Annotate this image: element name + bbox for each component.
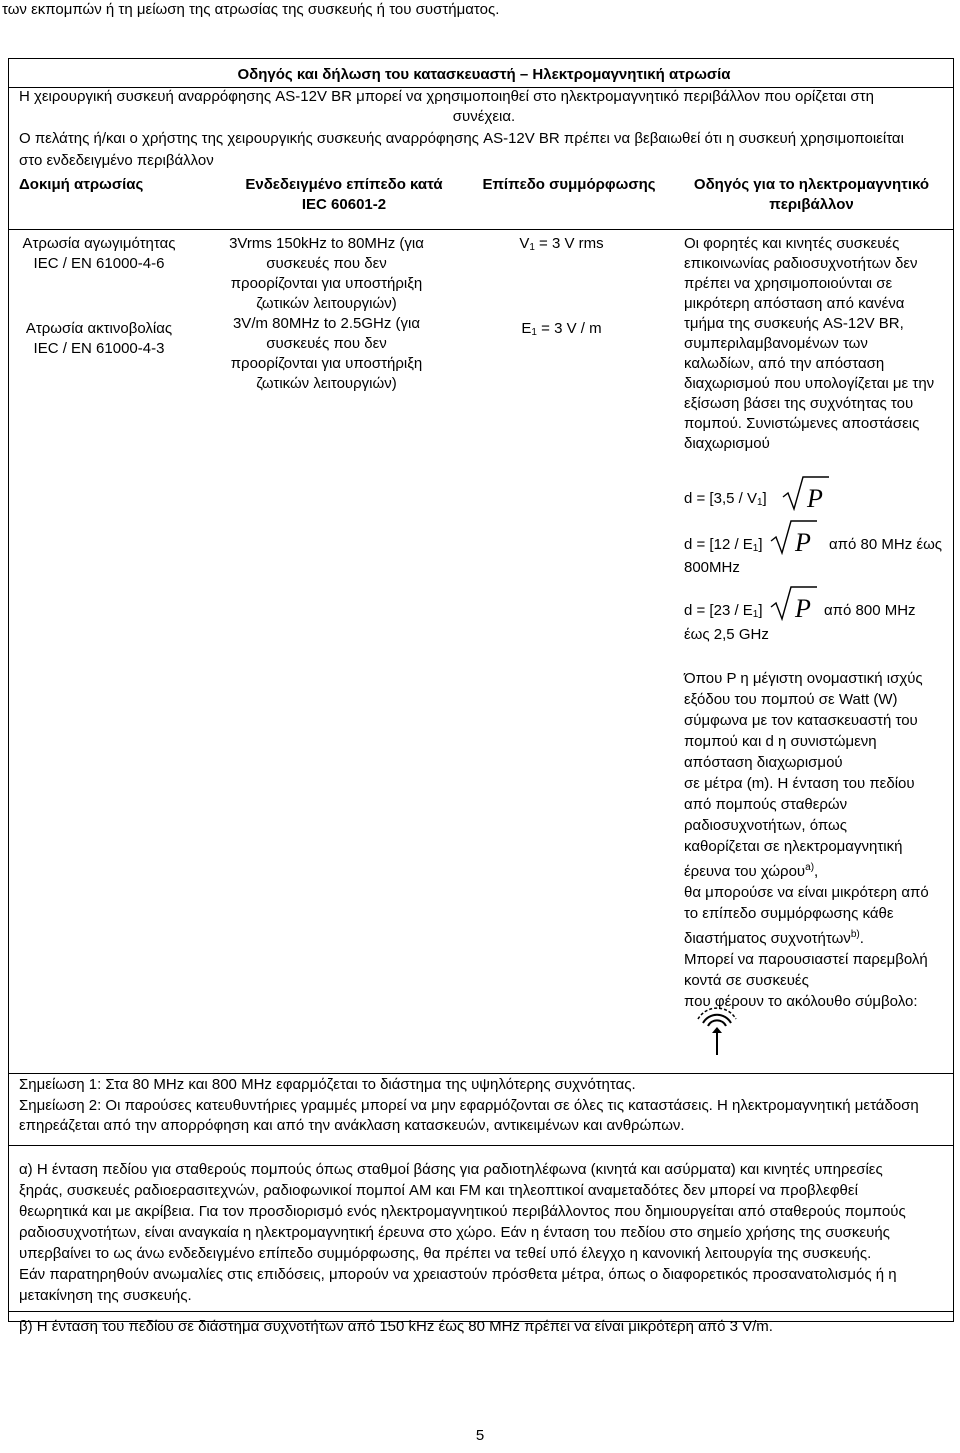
intro-text-1: Η χειρουργική συσκευή αναρρόφησης AS-12V BR μπορεί να χρησιμοποιηθεί στο ηλεκτρομαγνητικό περιβάλλον που ορίζεται στη [19,88,874,105]
intro-text-2: Ο πελάτης ή/και ο χρήστης της χειρουργικής συσκευής αναρρόφησης AS-12V BR πρέπει να βεβαιωθεί ότι η συσκευή χρησιμοποιείται [19,130,904,147]
sqrt-var: P [795,528,811,555]
row1-level-line: συσκευές που δεν [266,255,387,272]
guidance-line: διαχωρισμού που υπολογίζεται με την [684,375,935,392]
guidance-line: διαχωρισμού [684,435,770,452]
guidance-line: κοντά σε συσκευές [684,972,809,989]
note-1: Σημείωση 1: Στα 80 MHz και 800 MHz εφαρμόζεται το διάστημα της υψηλότερης συχνότητας. [19,1076,636,1093]
guidance-line: εξίσωση βάσει της συχνότητας του [684,395,914,412]
table-title: Οδηγός και δήλωση του κατασκευαστή – Ηλεκτρομαγνητική ατρωσία [237,66,731,83]
sqrt-var: P [795,594,811,621]
guidance-line: έρευνα του χώρου$^{a)}$, [684,862,819,880]
note-2 [19,1096,949,1136]
col-header-test: Δοκιμή ατρωσίας [19,176,144,193]
formula-2-range-cont: 800MHz [684,559,740,576]
formula-3-range-cont: έως 2,5 GHz [684,626,769,643]
page-number: 5 [475,1427,485,1444]
sqrt-icon [781,475,831,511]
col-header-level-line2: IEC 60601-2 [301,196,387,213]
footnote-a-line: α) Η ένταση πεδίου για σταθερούς πομπούς όπως σταθμοί βάσης για ραδιοτηλέφωνα (κινητά και ασύρματα) και κινητές υπηρεσίες [19,1161,883,1178]
divider [9,1311,953,1312]
footnote-a-line: ξηράς, συσκευές ραδιοερασιτεχνών, ραδιοφωνικοί πομποί AM και FM και τηλεοπτικοί αναμεταδότες δεν μπορεί να προβλεφθεί [19,1182,858,1199]
guidance-line: που φέρουν το ακόλουθο σύμβολο: [684,993,918,1010]
guidance-line: Μπορεί να παρουσιαστεί παρεμβολή [684,951,928,968]
formula-3: $d = [23 / E_1]$ [684,602,763,620]
guidance-line: Όπου P η μέγιστη ονομαστική ισχύς [684,670,923,687]
row2-level-line: προορίζονται για υποστήριξη [230,355,423,372]
row1-level-line: ζωτικών λειτουργιών) [256,295,397,312]
guidance-line: σε μέτρα (m). Η ένταση του πεδίου [684,775,915,792]
row2-test-name: Ατρωσία ακτινοβολίας [25,320,173,337]
formula-3-range: από 800 MHz [824,602,916,619]
guidance-line: από πομπούς σταθερών [684,796,848,813]
row1-test-name: Ατρωσία αγωγιμότητας [22,235,176,252]
footnote-a [19,1159,949,1306]
guidance-text-2 [684,668,949,1012]
footnote-a-line: υπερβαίνει το ως άνω ενδεδειγμένο επίπεδο συμμόρφωσης, θα πρέπει να τεθεί υπό έλεγχο η κανονική λειτουργία της συσκευής. [19,1245,872,1262]
row1-level-line: 3Vrms 150kHz to 80MHz (για [229,235,424,252]
guidance-line: συμπεριλαμβανομένων των [684,335,868,352]
note-2-line: Σημείωση 2: Οι παρούσες κατευθυντήριες γραμμές μπορεί να μην εφαρμόζονται σε όλες τις καταστάσεις. Η ηλεκτρομαγνητική μετάδοση [19,1097,919,1114]
formula-1: $d = [3,5 / V_1]$ [684,490,767,508]
guidance-line: απόσταση διαχωρισμού [684,754,843,771]
col-header-level [224,175,464,215]
guidance-line: Οι φορητές και κινητές συσκευές [684,235,900,252]
guidance-line: θα μπορούσε να είναι μικρότερη από [684,884,929,901]
row1-compliance: $V_1 = 3$ V rms [519,235,604,253]
guidance-text [684,234,949,454]
note-2-line: επηρεάζεται από την απορρόφηση και από την ανάκλαση κατασκευών, αντικειμένων και ανθρώπων. [19,1117,685,1134]
row1-test [19,234,179,274]
guidance-line: διαστήματος συχνοτήτων$^{b)}$. [684,929,864,947]
guidance-line: το επίπεδο συμμόρφωσης κάθε [684,905,894,922]
top-text-line: των εκπομπών ή τη μείωση της ατρωσίας της συσκευής ή του συστήματος. [2,1,500,18]
guidance-line: εξόδου του πομπού σε Watt (W) [684,691,898,708]
col-header-compliance: Επίπεδο συμμόρφωσης [482,176,656,193]
row1-level-line: προορίζονται για υποστήριξη [230,275,423,292]
row1-level [224,234,429,394]
sqrt-icon [769,585,819,621]
footnote-a-line: θεωρητικά και με ακρίβεια. Για τον προσδιορισμό ενός ηλεκτρομαγνητικού περιβάλλοντος που δημιουργείται από σταθερούς πομπούς [19,1203,906,1220]
row2-level-line: 3V/m 80MHz to 2.5GHz (για [232,315,421,332]
divider [9,1145,953,1146]
non-ionizing-radiation-icon [689,1007,745,1059]
guidance-line: πρέπει να χρησιμοποιούνται σε [684,275,893,292]
sqrt-icon [769,519,819,555]
row2-test [19,319,179,359]
row1-test-standard: IEC / EN 61000-4-6 [33,255,165,272]
footnote-a-line: Εάν παρατηρηθούν ανωμαλίες στις επιδόσεις, μπορούν να χρειαστούν πρόσθετα μέτρα, όπως ο διαφορετικός προσανατολισμός ή η [19,1266,897,1283]
guidance-line: πομπού και d η συνιστώμενη [684,733,877,750]
guidance-line: σύμφωνα με τον κατασκευαστή του [684,712,918,729]
formula-2-range: από 80 MHz έως [829,536,943,553]
emc-immunity-table [8,58,954,1335]
intro-text-1-cont: συνέχεια. [452,108,516,125]
intro-text-2-cont: στο ενδεδειγμένο περιβάλλον [19,152,214,169]
guidance-line: ραδιοσυχνοτήτων, όπως [684,817,847,834]
footnote-a-line: ραδιοσυχνοτήτων, είναι αναγκαία η ηλεκτρομαγνητική έρευνα στο χώρο. Εάν η ένταση του πεδίου στο σημείο χρήσης της συσκευής [19,1224,890,1241]
divider [9,1073,953,1074]
row2-compliance: $E_1 = 3$ V / m [521,320,602,338]
guidance-line: πομπού. Συνιστώμενες αποστάσεις [684,415,920,432]
row2-test-standard: IEC / EN 61000-4-3 [33,340,165,357]
guidance-line: καλωδίων, από την απόσταση [684,355,885,372]
guidance-line: τμήμα της συσκευής AS-12V BR, [684,315,904,332]
formula-2: $d = [12 / E_1]$ [684,536,763,554]
col-header-guidance-line2: περιβάλλον [769,196,854,213]
guidance-line: επικοινωνίας ραδιοσυχνοτήτων δεν [684,255,918,272]
guidance-line: καθορίζεται σε ηλεκτρομαγνητική [684,838,903,855]
sqrt-var: P [807,484,823,511]
footnote-a-line: μετακίνηση της συσκευής. [19,1287,192,1304]
divider [9,229,953,230]
guidance-line: μικρότερη απόσταση από κανένα [684,295,905,312]
col-header-level-line1: Ενδεδειγμένο επίπεδο κατά [245,176,443,193]
col-header-guidance-line1: Οδηγός για το ηλεκτρομαγνητικό [693,176,930,193]
row2-level-line: ζωτικών λειτουργιών) [256,375,397,392]
row2-level-line: συσκευές που δεν [266,335,387,352]
col-header-guidance [674,175,949,215]
footnote-b: β) Η ένταση του πεδίου σε διάστημα συχνοτήτων από 150 kHz έως 80 MHz πρέπει να είναι μικρότερη από 3 V/m. [19,1318,773,1335]
